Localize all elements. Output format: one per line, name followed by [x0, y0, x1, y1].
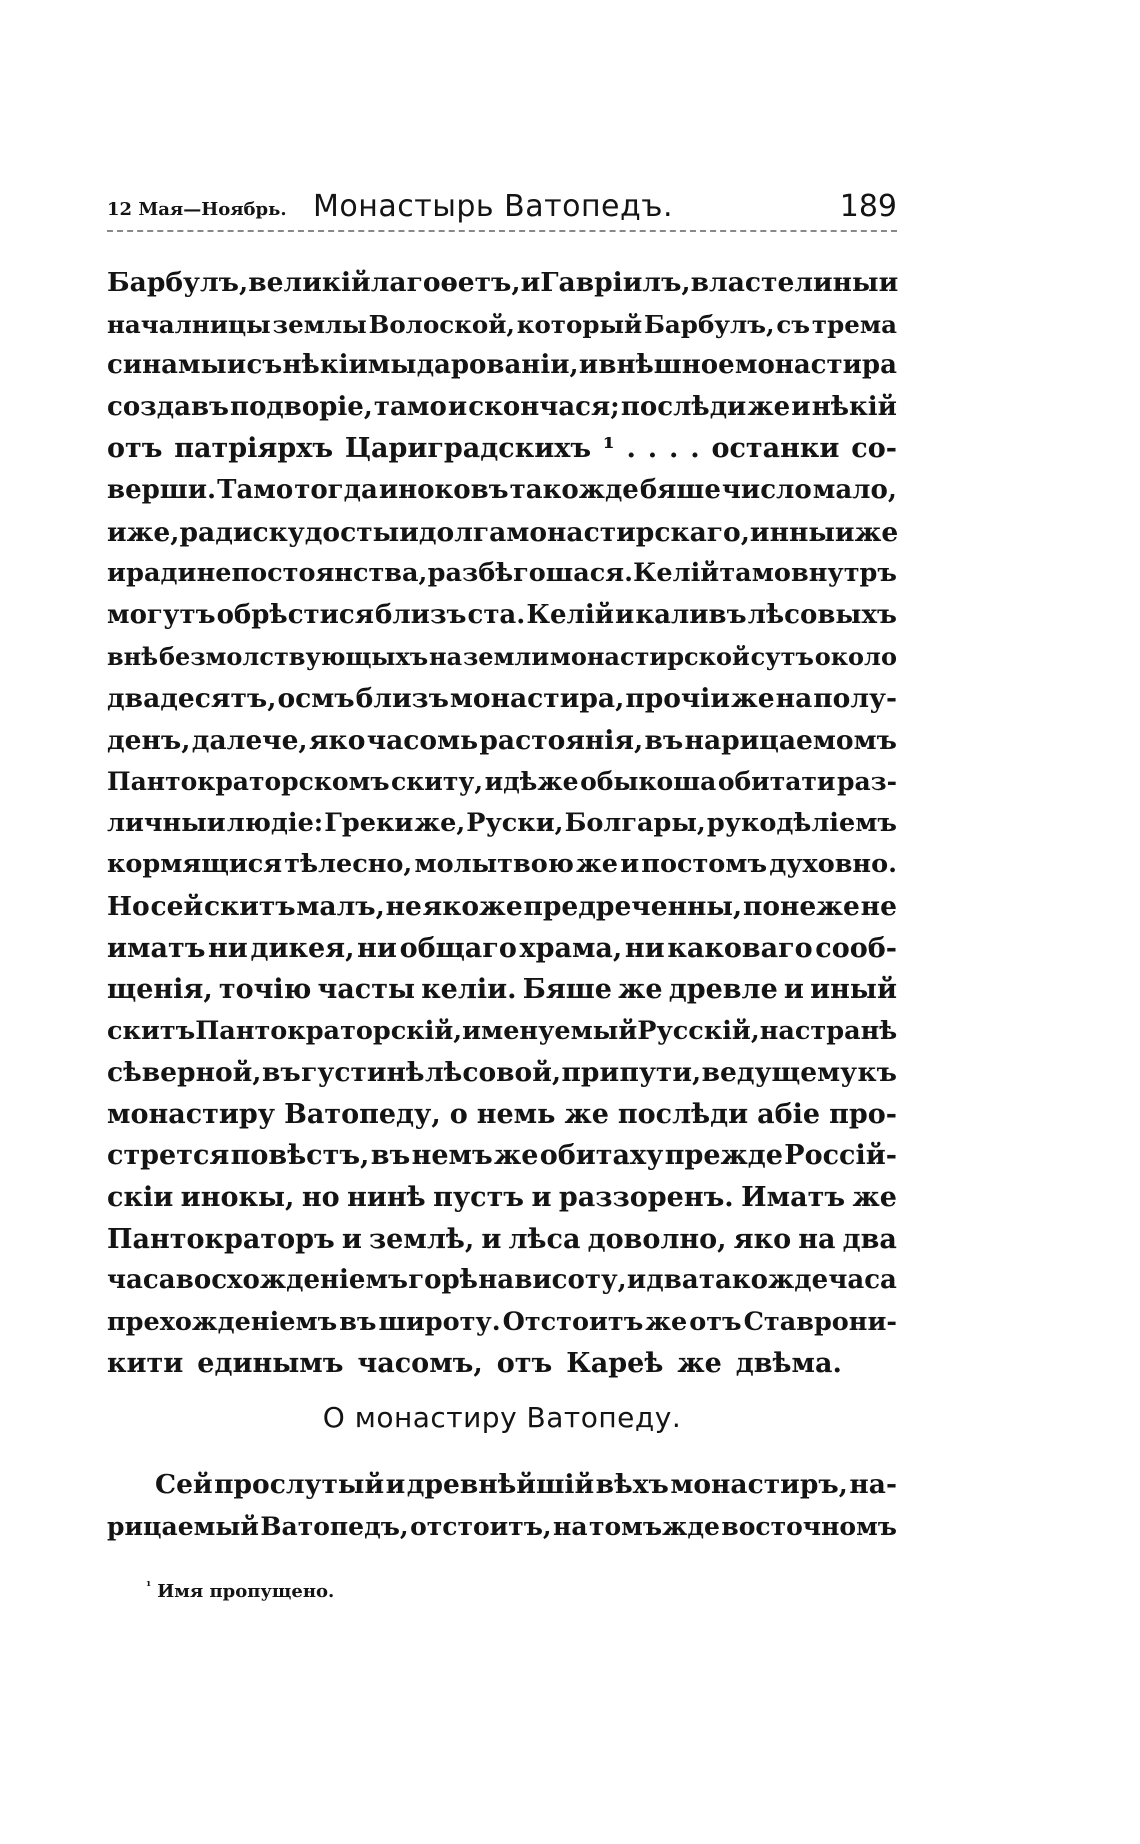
- text-line: внѣ безмолствующыхъ на земли монастирской сутъ около: [107, 642, 897, 672]
- running-header: [107, 178, 897, 226]
- text-line: денъ, далече, яко часомь растоянія, въ нарицаемомъ: [107, 724, 897, 756]
- text-line: прехожденіемъ въ широту. Отстоитъ же отъ Ставрони-: [107, 1306, 897, 1337]
- text-line: Пантократорскомъ скиту, идѣже обыкоша обитати раз-: [107, 767, 897, 797]
- text-line: стрется повѣстъ, въ немъ же обитаху прежде Россій-: [107, 1140, 897, 1172]
- text-line: щенія, точію часты келіи. Бяше же древле и иный: [107, 974, 897, 1006]
- text-line: Сей прослутый и древнѣйшій вѣхъ монастиръ, на-: [155, 1469, 897, 1500]
- text-line: создавъ подворіе, тамо и скончася; послѣди же и нѣкій: [107, 391, 897, 422]
- paragraph-2: [107, 1464, 897, 1547]
- text-line: верши. Тамо тогда иноковъ такожде бяше число мало,: [107, 474, 897, 505]
- footnote: [146, 1571, 334, 1607]
- text-line: началницы землы Волоской, который Барбулъ, съ трема: [107, 309, 897, 339]
- footnote-mark: ¹: [146, 1579, 152, 1593]
- header-rule: [107, 230, 897, 232]
- text-line: иматъ ни дикея, ни общаго храма, ни каковаго сооб-: [107, 932, 897, 964]
- header-title: Монастырь Ватопедъ.: [313, 189, 673, 224]
- text-line: личныи людіе: Греки же, Руски, Болгары, рукодѣліемъ: [107, 807, 897, 838]
- text-line: сѣверной, въ густинѣ лѣсовой, при пути, ведущему къ: [107, 1057, 897, 1089]
- text-line: синамы и съ нѣкіимы дарованіи, и внѣшное монастира: [107, 350, 897, 381]
- text-line: кормящися тѣлесно, молытвою же и постомъ духовно.: [107, 849, 897, 880]
- text-line: и ради непостоянства, разбѣгошася. Келій тамо внутръ: [107, 558, 897, 589]
- text-line: монастиру Ватопеду, о немь же послѣди абіе про-: [107, 1098, 897, 1130]
- text-line: рицаемый Ватопедъ, отстоитъ, на томъжде восточномъ: [107, 1511, 897, 1541]
- text-line: Пантократоръ и землѣ, и лѣса доволно, яко на два: [107, 1223, 897, 1255]
- text-line: отъ патріярхъ Цариградскихъ ¹ . . . . останки со-: [107, 433, 897, 465]
- text-line: часа восхожденіемъ горѣ на висоту, и два такожде часа: [107, 1265, 897, 1296]
- text-line: скитъ Пантократорскій, именуемый Русскій, на странѣ: [107, 1015, 898, 1046]
- text-line: могутъ обрѣстися близъ ста. Келій и каливъ лѣсовыхъ: [107, 599, 897, 630]
- text-line: Но сей скитъ малъ, не якоже предреченны, понеже не: [107, 890, 897, 922]
- text-line: Барбулъ, великій лагоѳетъ, и Гавріилъ, властелины и: [107, 267, 899, 298]
- text-line: скіи инокы, но нинѣ пустъ и раззоренъ. Иматъ же: [107, 1182, 897, 1214]
- header-date-range: 12 Мая—Ноябрь.: [107, 199, 287, 220]
- text-line: иже, ради скудосты и долга монастирскаго, инныи же: [107, 516, 899, 548]
- page-number: 189: [839, 189, 897, 224]
- text-line: двадесятъ, осмъ близъ монастира, прочіи же на полу-: [107, 682, 897, 714]
- paragraph-1: [107, 262, 897, 1385]
- section-title: О монастиру Ватопеду.: [322, 1401, 682, 1434]
- footnote-text: Имя пропущено.: [157, 1581, 335, 1602]
- text-line: кити единымъ часомъ, отъ Кареѣ же двѣма.: [107, 1348, 842, 1380]
